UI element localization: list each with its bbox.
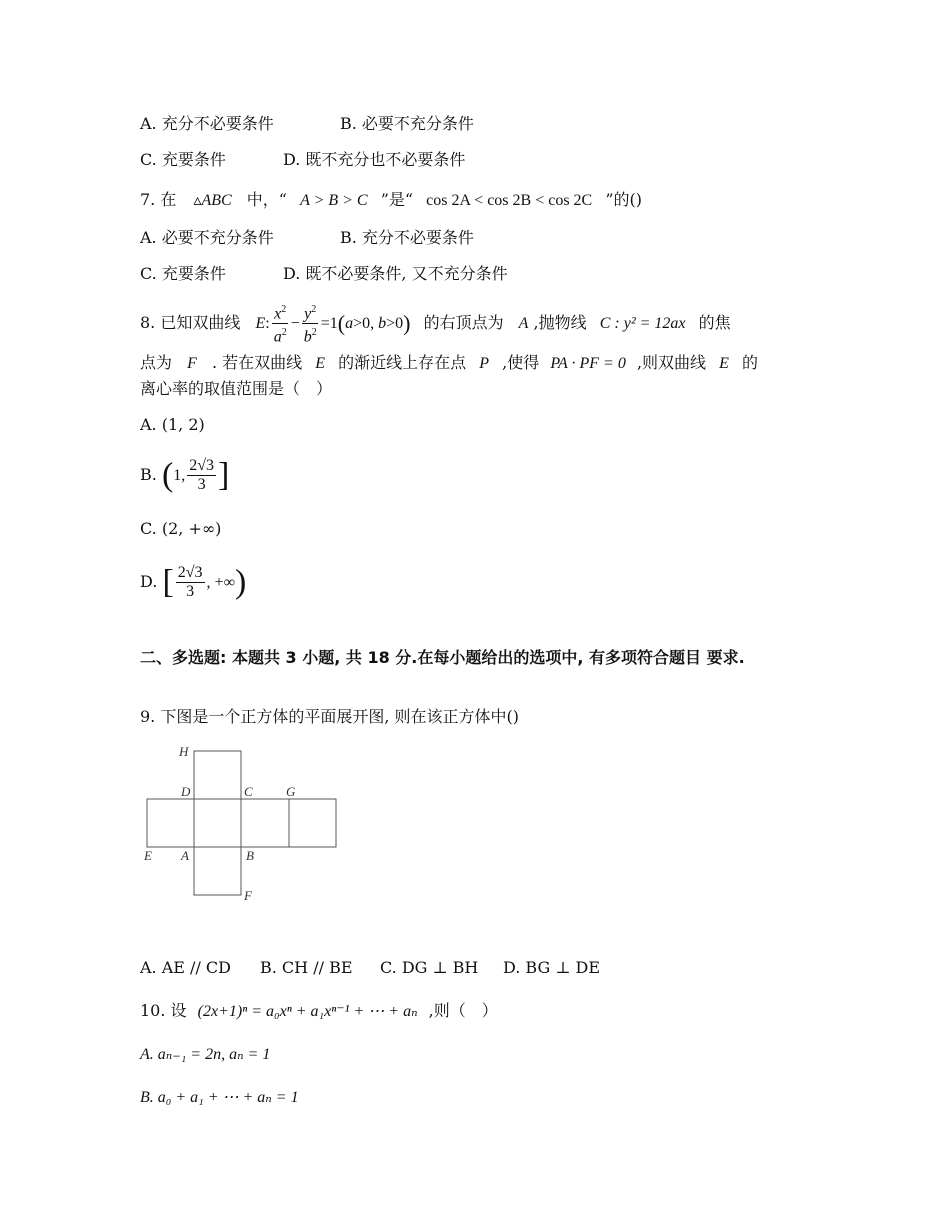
q8-option-b-label: B. xyxy=(140,465,157,484)
q8-line2-c: 的渐近线上存在点 xyxy=(338,353,467,372)
cube-net-figure xyxy=(140,740,345,905)
q8-stem-line-3: 离心率的取值范围是（ ） xyxy=(140,379,333,398)
q6-option-a: A. 充分不必要条件 xyxy=(140,114,274,133)
net-label-h: H xyxy=(179,744,189,759)
net-label-c: C xyxy=(244,784,253,799)
q10-option-a: A. aₙ₋₁ = 2n, aₙ = 1 xyxy=(140,1046,271,1063)
q7-option-a: A. 必要不充分条件 xyxy=(140,228,274,247)
net-label-b: B xyxy=(246,848,254,863)
net-face-top xyxy=(194,751,241,799)
q7-mid1: 中，“ xyxy=(246,190,287,209)
q8-option-b: B. (1, $\frac{2√3}{3}$ ] xyxy=(140,456,230,494)
q7-condition-2: cos 2A < cos 2B < cos 2C xyxy=(426,192,593,209)
q8-line2-d: ,使得 xyxy=(502,353,540,372)
q8-option-d: D. [ $\frac{2√3}{3}$ , +∞) xyxy=(140,563,247,601)
q9-option-d: D. BG ⊥ DE xyxy=(503,958,600,977)
net-label-g: G xyxy=(286,784,296,799)
q7-option-b: B. 充分不必要条件 xyxy=(340,228,474,247)
q8-option-a: A. (1, 2) xyxy=(140,415,205,434)
net-face-right-2 xyxy=(289,799,336,847)
q7-options-row-2 xyxy=(140,263,508,285)
q8-stem-line-1 xyxy=(140,300,731,346)
q8-dot-condition: PA · PF = 0 xyxy=(550,355,626,372)
net-face-right-1 xyxy=(241,799,289,847)
q8-text-3: 的焦 xyxy=(698,313,731,332)
q10-expression: (2x+1)ⁿ = a₀xⁿ + a₁xⁿ⁻¹ + ⋯ + aₙ xyxy=(197,1003,418,1020)
net-label-e: E xyxy=(144,848,152,863)
q7-triangle: ▵ABC xyxy=(193,192,232,209)
q9-option-a: A. AE // CD xyxy=(140,958,231,977)
q8-line2-a: 点为 xyxy=(140,353,173,372)
q10-option-b: B. a₀ + a₁ + ⋯ + aₙ = 1 xyxy=(140,1089,299,1106)
q8-stem-line-2 xyxy=(140,352,758,375)
net-face-bottom xyxy=(194,847,241,895)
q8-text-1: 的右顶点为 xyxy=(423,313,504,332)
q8-point-f: F xyxy=(187,355,197,372)
q6-options-row-1 xyxy=(140,113,474,135)
q8-hyperbola-equation: E: $\frac{x^2}{a^2}$ − $\frac{y^2}{b^2}$ =1(a>0, b>0) xyxy=(255,313,415,332)
q9-options xyxy=(140,957,600,979)
section-2-heading: 二、多选题: 本题共 3 小题, 共 18 分.在每小题给出的选项中, 有多项符合题目 要求. xyxy=(140,648,745,667)
q7-suffix: ”的() xyxy=(605,190,642,209)
q10-prefix: 10. 设 xyxy=(140,1001,187,1020)
q7-option-d: D. 既不必要条件, 又不充分条件 xyxy=(283,264,508,283)
q9-option-b: B. CH // BE xyxy=(260,958,353,977)
q8-prefix: 8. 已知双曲线 xyxy=(140,313,241,332)
q8-point-a: A xyxy=(518,315,529,332)
q8-option-c: C. (2, +∞) xyxy=(140,519,222,538)
q8-point-p: P xyxy=(479,355,490,372)
q9-stem: 9. 下图是一个正方体的平面展开图, 则在该正方体中() xyxy=(140,707,520,726)
q8-point-e-2: E xyxy=(719,355,729,372)
net-label-a: A xyxy=(181,848,189,863)
q10-suffix: ,则（ ） xyxy=(428,1001,498,1020)
q8-line2-f: 的 xyxy=(742,353,759,372)
q8-parabola: C : y² = 12ax xyxy=(599,315,686,332)
q7-options-row-1 xyxy=(140,227,474,249)
q6-option-d: D. 既不充分也不必要条件 xyxy=(283,150,466,169)
net-label-f: F xyxy=(244,888,252,903)
q7-prefix: 7. 在 xyxy=(140,190,177,209)
q8-point-e: E xyxy=(315,355,326,372)
q8-text-2: ,抛物线 xyxy=(533,313,587,332)
q8-option-d-label: D. xyxy=(140,572,158,591)
q6-option-c: C. 充要条件 xyxy=(140,150,226,169)
q7-condition-1: A > B > C xyxy=(300,192,368,209)
q7-stem xyxy=(140,189,642,212)
net-label-d: D xyxy=(181,784,191,799)
q8-line2-e: ,则双曲线 xyxy=(636,353,707,372)
net-face-center xyxy=(194,799,241,847)
q10-stem xyxy=(140,1000,498,1023)
q6-option-b: B. 必要不充分条件 xyxy=(340,114,474,133)
q7-option-c: C. 充要条件 xyxy=(140,264,226,283)
q9-option-c: C. DG ⊥ BH xyxy=(380,958,479,977)
q6-options-row-2 xyxy=(140,149,465,171)
net-face-left xyxy=(147,799,194,847)
q7-mid2: ”是“ xyxy=(380,190,414,209)
q8-line2-b: . 若在双曲线 xyxy=(211,353,303,372)
